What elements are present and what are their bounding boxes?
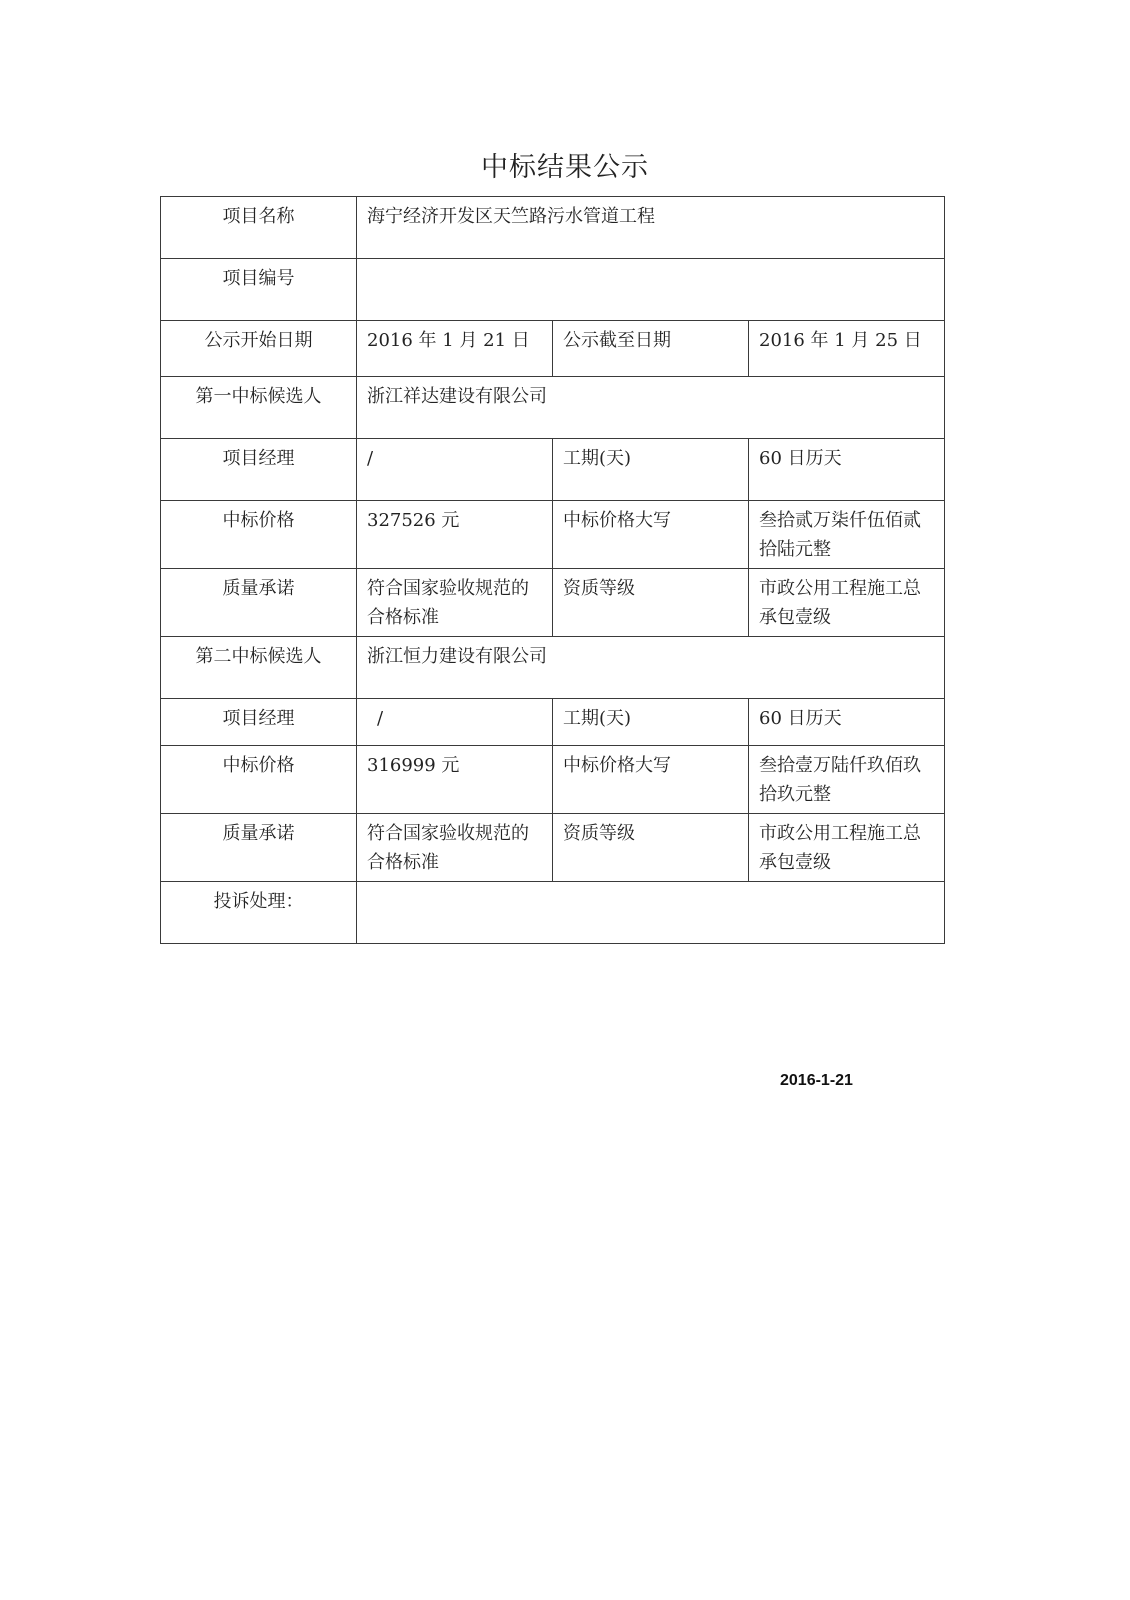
publicity-start-label: 公示开始日期 <box>161 321 357 377</box>
candidate-2-qualification-label: 资质等级 <box>553 814 749 882</box>
candidate-1-manager-label: 项目经理 <box>161 439 357 501</box>
candidate-1-quality-value: 符合国家验收规范的合格标准 <box>357 569 553 637</box>
page-title: 中标结果公示 <box>481 152 649 183</box>
candidate-1-manager-value: / <box>357 439 553 501</box>
project-number-row <box>161 259 945 321</box>
candidate-1-price-value: 327526 元 <box>357 501 553 569</box>
candidate-2-manager-row <box>161 699 945 746</box>
candidate-1-period-label: 工期(天) <box>553 439 749 501</box>
candidate-1-qualification-value: 市政公用工程施工总承包壹级 <box>749 569 945 637</box>
candidate-2-quality-row <box>161 814 945 882</box>
candidate-2-price-label: 中标价格 <box>161 746 357 814</box>
candidate-1-period-value: 60 日历天 <box>749 439 945 501</box>
candidate-2-row <box>161 637 945 699</box>
candidate-2-price-value: 316999 元 <box>357 746 553 814</box>
complaint-row <box>161 882 945 944</box>
publicity-dates-row <box>161 321 945 377</box>
project-name-value: 海宁经济开发区天竺路污水管道工程 <box>357 197 945 259</box>
candidate-2-manager-value: / <box>357 699 553 746</box>
candidate-2-price-words-value: 叁拾壹万陆仟玖佰玖拾玖元整 <box>749 746 945 814</box>
candidate-1-quality-row <box>161 569 945 637</box>
project-number-value <box>357 259 945 321</box>
project-number-label: 项目编号 <box>161 259 357 321</box>
bid-result-table <box>160 196 945 944</box>
candidate-1-qualification-label: 资质等级 <box>553 569 749 637</box>
candidate-2-quality-value: 符合国家验收规范的合格标准 <box>357 814 553 882</box>
candidate-2-quality-label: 质量承诺 <box>161 814 357 882</box>
candidate-2-price-words-label: 中标价格大写 <box>553 746 749 814</box>
complaint-label: 投诉处理： <box>161 882 357 944</box>
candidate-1-quality-label: 质量承诺 <box>161 569 357 637</box>
candidate-1-company: 浙江祥达建设有限公司 <box>357 377 945 439</box>
candidate-2-manager-label: 项目经理 <box>161 699 357 746</box>
candidate-2-period-value: 60 日历天 <box>749 699 945 746</box>
candidate-2-qualification-value: 市政公用工程施工总承包壹级 <box>749 814 945 882</box>
candidate-2-company: 浙江恒力建设有限公司 <box>357 637 945 699</box>
project-name-label: 项目名称 <box>161 197 357 259</box>
candidate-2-period-label: 工期(天) <box>553 699 749 746</box>
candidate-1-price-words-value: 叁拾贰万柒仟伍佰贰拾陆元整 <box>749 501 945 569</box>
publicity-start-value: 2016 年 1 月 21 日 <box>357 321 553 377</box>
candidate-1-row <box>161 377 945 439</box>
footer-date: 2016-1-21 <box>780 1072 853 1089</box>
candidate-1-manager-row <box>161 439 945 501</box>
publicity-end-value: 2016 年 1 月 25 日 <box>749 321 945 377</box>
candidate-2-price-row <box>161 746 945 814</box>
candidate-1-rank-label: 第一中标候选人 <box>161 377 357 439</box>
candidate-1-price-row <box>161 501 945 569</box>
complaint-value <box>357 882 945 944</box>
candidate-2-rank-label: 第二中标候选人 <box>161 637 357 699</box>
publicity-end-label: 公示截至日期 <box>553 321 749 377</box>
project-name-row <box>161 197 945 259</box>
candidate-1-price-label: 中标价格 <box>161 501 357 569</box>
candidate-1-price-words-label: 中标价格大写 <box>553 501 749 569</box>
